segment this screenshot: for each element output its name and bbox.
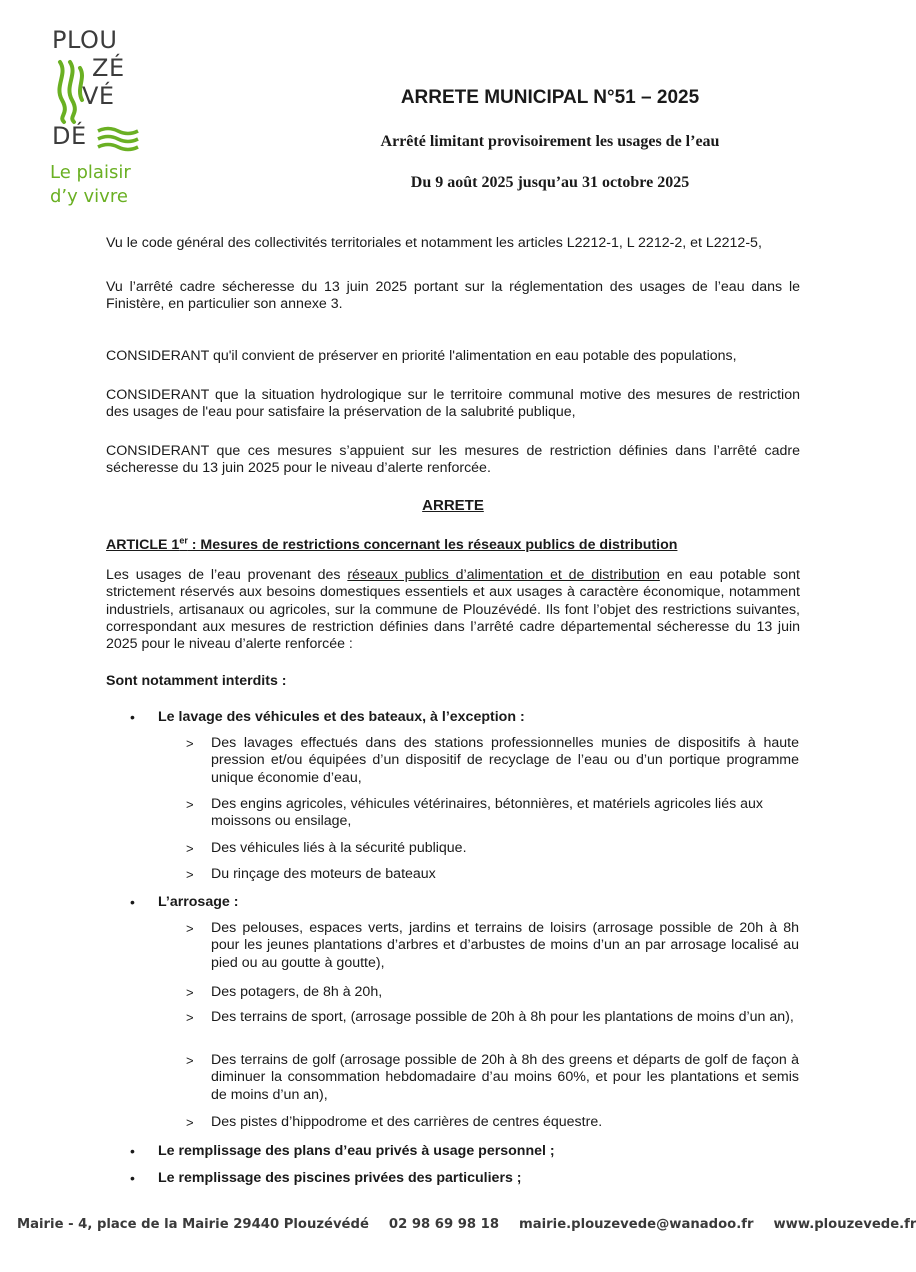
logo-tagline-2: d’y vivre xyxy=(50,186,128,207)
sub-item: Des pelouses, espaces verts, jardins et terrains de loisirs (arrosage possible de 20h à 8h pour les jeunes plantations d’arbres et d’arbustes de moins d’un an par arrosage localisé au pied ou au goutte à goutte), xyxy=(211,920,799,971)
arrow-icon: > xyxy=(186,921,194,936)
sub-item: Des engins agricoles, véhicules vétérinaires, bétonnières, et matériels agricoles liés aux moissons ou ensilage, xyxy=(211,796,764,830)
vu-paragraph-1: Vu le code général des collectivités territoriales et notamment les articles L2212-1, L 2212-2, et L2212-5, xyxy=(106,235,762,251)
footer-website[interactable]: www.plouzevede.fr xyxy=(773,1216,916,1232)
article-1-intro xyxy=(106,567,800,653)
logo-line-4: DÉ xyxy=(52,122,87,150)
arrow-icon: > xyxy=(186,841,194,856)
bullet-icon: • xyxy=(130,709,135,725)
bullet-vehicle-washing: Le lavage des véhicules et des bateaux, à l’exception : xyxy=(158,709,525,725)
arrow-icon: > xyxy=(186,797,194,812)
article-1-sup: er xyxy=(179,535,188,545)
sub-item: Des lavages effectués dans des stations professionnelles munies de dispositifs à haute pression et/ou équipées d’un dispositif de recyclage de l’eau ou d’un portique programme unique économie d’eau, xyxy=(211,735,799,786)
arrow-icon: > xyxy=(186,1115,194,1130)
article-1-label: ARTICLE 1 xyxy=(106,536,180,553)
article-1-intro-before: Les usages de l’eau provenant des xyxy=(106,567,348,583)
logo-line-3: VÉ xyxy=(82,82,115,110)
considerant-paragraph-1: CONSIDERANT qu'il convient de préserver en priorité l'alimentation en eau potable des populations, xyxy=(106,348,737,364)
arrow-icon: > xyxy=(186,1010,194,1025)
considerant-paragraph-2: CONSIDERANT que la situation hydrologique sur le territoire communal motive des mesures de restriction des usages de l'eau pour satisfaire la préservation de la salubrité publique, xyxy=(106,387,800,421)
arrete-heading: ARRETE xyxy=(422,497,484,514)
decree-dates: Du 9 août 2025 jusqu’au 31 octobre 2025 xyxy=(410,174,690,191)
decree-title: ARRETE MUNICIPAL N°51 – 2025 xyxy=(400,87,700,108)
water-waves-icon xyxy=(96,126,140,152)
bullet-icon: • xyxy=(130,1143,135,1159)
bullet-watering: L’arrosage : xyxy=(158,894,239,910)
footer-email[interactable]: mairie.plouzevede@wanadoo.fr xyxy=(519,1216,754,1232)
arrow-icon: > xyxy=(186,985,194,1000)
arrow-icon: > xyxy=(186,1053,194,1068)
footer-phone[interactable]: 02 98 69 98 18 xyxy=(388,1216,500,1232)
bullet-ponds: Le remplissage des plans d’eau privés à usage personnel ; xyxy=(158,1143,555,1159)
decree-subtitle: Arrêté limitant provisoirement les usages de l’eau xyxy=(380,133,720,150)
logo-tagline-1: Le plaisir xyxy=(50,162,131,183)
sub-item: Des pistes d’hippodrome et des carrières de centres équestre. xyxy=(211,1114,603,1130)
bullet-pools: Le remplissage des piscines privées des particuliers ; xyxy=(158,1170,522,1186)
considerant-paragraph-3: CONSIDERANT que ces mesures s’appuient sur les mesures de restriction définies dans l’arrêté cadre sécheresse du 13 juin 2025 pour le niveau d’alerte renforcée. xyxy=(106,443,800,477)
article-1-intro-after: en eau potable sont strictement réservés aux besoins domestiques essentiels et aux usages à caractère économique, notamment industriels, artisanaux ou agricoles, sur la commune de Plouzévédé. Ils font l’objet des restrictions suivantes, correspondant aux mesures de restriction définies dans l’arrêté cadre départemental sécheresse du 13 juin 2025 pour le niveau d’alerte renforcée : xyxy=(106,567,800,653)
vu-paragraph-2: Vu l’arrêté cadre sécheresse du 13 juin 2025 portant sur la réglementation des usages de l’eau dans le Finistère, en particulier son annexe 3. xyxy=(106,279,800,313)
article-1-intro-link: réseaux publics d’alimentation et de distribution xyxy=(347,567,660,583)
municipality-logo xyxy=(50,28,150,218)
sub-item: Des véhicules liés à la sécurité publique. xyxy=(211,840,467,856)
sub-item: Du rinçage des moteurs de bateaux xyxy=(211,866,436,882)
article-1-title: : Mesures de restrictions concernant les réseaux publics de distribution xyxy=(187,536,678,553)
arrow-icon: > xyxy=(186,867,194,882)
arrow-icon: > xyxy=(186,736,194,751)
bullet-icon: • xyxy=(130,894,135,910)
sub-item: Des potagers, de 8h à 20h, xyxy=(211,984,383,1000)
logo-line-2: ZÉ xyxy=(92,54,125,82)
logo-line-1: PLOU xyxy=(52,26,118,54)
article-1-heading xyxy=(106,532,800,554)
wave-strokes-icon xyxy=(52,60,92,124)
bullet-icon: • xyxy=(130,1170,135,1186)
sub-item: Des terrains de golf (arrosage possible de 20h à 8h des greens et départs de golf de façon à diminuer la consommation hebdomadaire d’au moins 60%, et pour les plantations et semis de moins d’un an), xyxy=(211,1052,799,1103)
forbidden-heading: Sont notamment interdits : xyxy=(106,673,287,689)
footer xyxy=(17,1214,916,1234)
footer-address: Mairie - 4, place de la Mairie 29440 Plouzévédé xyxy=(17,1216,369,1232)
sub-item: Des terrains de sport, (arrosage possible de 20h à 8h pour les plantations de moins d’un an), xyxy=(211,1009,794,1025)
